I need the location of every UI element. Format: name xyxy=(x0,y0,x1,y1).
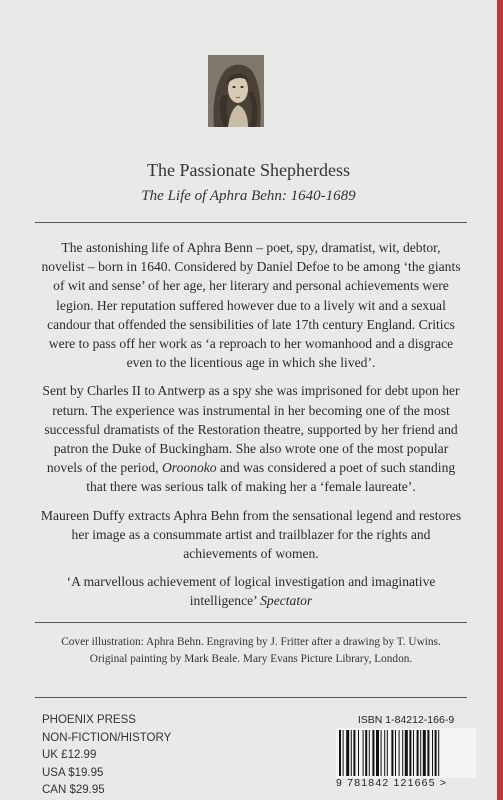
middle-divider xyxy=(35,622,467,623)
barcode-block xyxy=(336,714,476,796)
bottom-divider xyxy=(35,697,467,698)
price-usa: USA $19.95 xyxy=(42,766,104,779)
blurb-p2-text-before: Sent by Charles II to Antwerp as a spy she was imprisoned for debt upon her return. The experience was instrumental in her becoming one of the most successful dramatists of the Restoration theatre, supported by her friend and patron the Duke of Buckingham. She also wrote one of the most popular novels of the period, xyxy=(42,383,460,476)
publisher-name: PHOENIX PRESS xyxy=(42,714,136,726)
review-quote-source: Spectator xyxy=(260,593,313,609)
book-subtitle: The Life of Aphra Behn: 1640-1689 xyxy=(141,188,356,204)
price-can: CAN $29.95 xyxy=(42,784,105,796)
blurb xyxy=(40,238,462,620)
isbn-label: ISBN 1-84212-166-9 xyxy=(357,714,455,726)
blurb-paragraph-1: The astonishing life of Aphra Benn – poet, spy, dramatist, wit, debtor, novelist – born in 1640. Considered by Daniel Defoe to be among ‘the giants of wit and sense’ of her age, her literary and personal achievements were legion. Her reputation suffered however due to a lively wit and a sexual candour that offended the sensibilities of late 17th century England. Critics were to pass off her work as ‘a reproach to her womanhood and a disgrace even to the licentious age in which she lived’. xyxy=(41,240,461,371)
barcode-digits: 9 781842 121665 > xyxy=(336,777,448,789)
book-title: The Passionate Shepherdess xyxy=(147,160,350,180)
review-quote-text: ‘A marvellous achievement of logical investigation and imaginative intelligence’ xyxy=(66,574,436,609)
portrait-svg xyxy=(208,55,264,127)
price-uk: UK £12.99 xyxy=(42,749,97,761)
portrait-engraving-icon xyxy=(208,55,264,127)
blurb-paragraph-3: Maureen Duffy extracts Aphra Behn from the sensational legend and restores her image as a consummate artist and trailblazer for the rights and achievements of women. xyxy=(40,507,462,562)
review-quote xyxy=(40,572,462,610)
blurb-paragraph-2 xyxy=(40,381,462,496)
blurb-p2-novel-title: Oroonoko xyxy=(161,460,217,476)
book-category: NON-FICTION/HISTORY xyxy=(42,731,172,744)
barcode-icon xyxy=(336,728,476,778)
blurb-p2-text-after: and was considered a poet of such standing that there was serious talk of making her a ‘female laureate’. xyxy=(86,460,456,495)
publisher-info xyxy=(42,712,171,800)
top-divider xyxy=(35,222,467,223)
cover-edge-stripe xyxy=(497,0,503,800)
cover-credit: Cover illustration: Aphra Behn. Engraving by J. Fritter after a drawing by T. Uwins. Original painting by Mark Beale. Mary Evans Picture Library, London. xyxy=(61,636,441,665)
